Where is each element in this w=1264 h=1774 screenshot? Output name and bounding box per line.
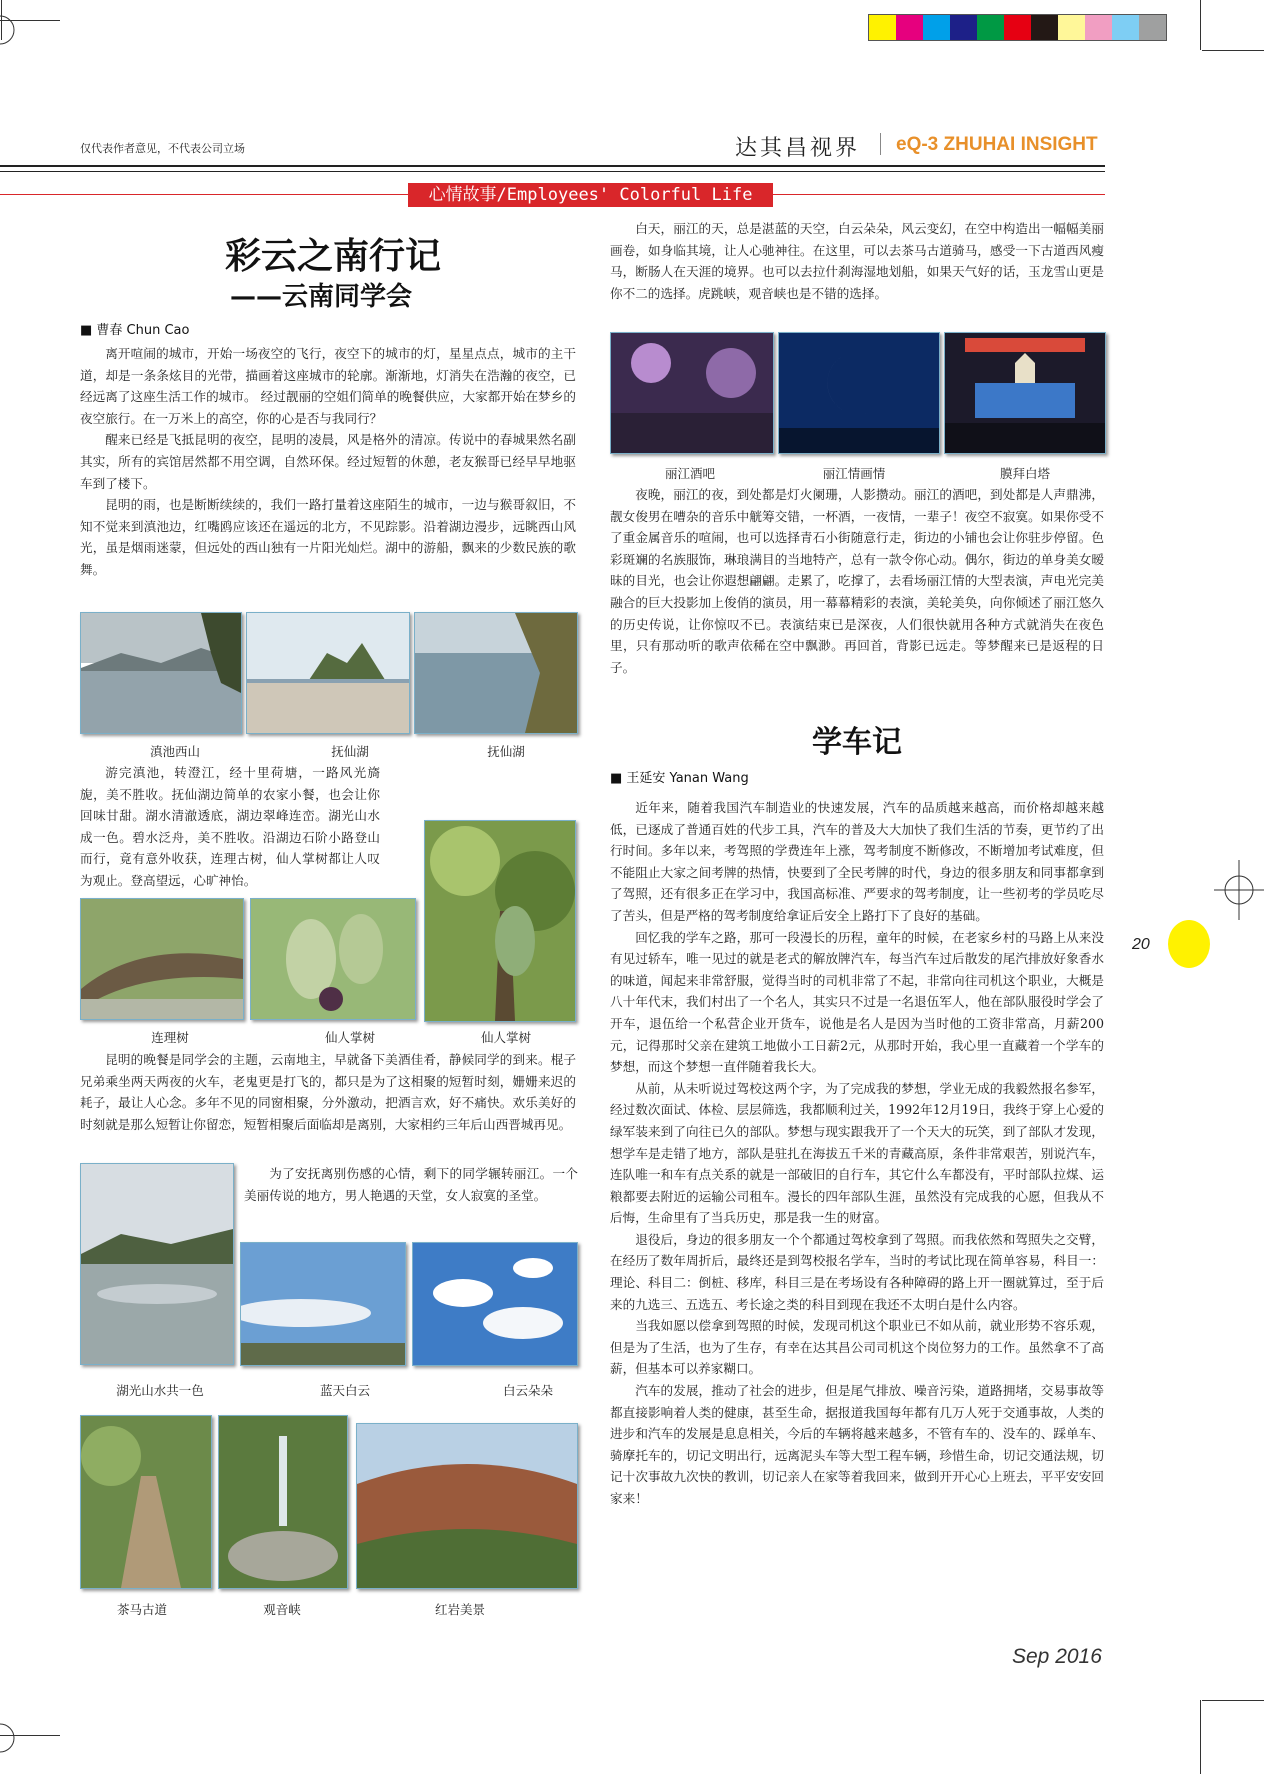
registration-mark (1214, 850, 1264, 930)
article2-body (610, 797, 1104, 1510)
registration-mark (0, 10, 30, 50)
photo-lake-view (80, 1163, 234, 1365)
article2-author: ■ 王延安 Yanan Wang (610, 771, 749, 786)
paragraph: 退役后，身边的很多朋友一个个都通过驾校拿到了驾照。而我依然和驾照失之交臂，在经历了数年周折后，最终还是到驾校报名学车，当时的考试比现在简单容易，科目一：理论、科目二：倒桩、移库，科目三是在考场设有各种障碍的路上开一圈就算过，至于后来的九选三、五选五、考长途之类的科目到现在我还不太明白是什么内容。 (610, 1231, 1104, 1312)
photo-fuxian-lake-1 (246, 612, 410, 734)
caption-lianli: 连理树 (151, 1030, 189, 1045)
color-swatch (977, 15, 1004, 40)
article1-block-1 (80, 343, 576, 581)
paragraph: 昆明的雨，也是断断续续的，我们一路打量着这座陌生的城市，一边与猴哥叙旧，不知不觉来到滇池边，红嘴鸥应该还在遥远的北方，不见踪影。沿着湖边漫步，远眺西山风光，虽是烟雨迷蒙，但远处的西山独有一片阳光灿烂。湖中的游船，飘来的少数民族的歌舞。 (80, 497, 576, 577)
color-swatch (1112, 15, 1139, 40)
color-swatch (1139, 15, 1166, 40)
color-swatch (923, 15, 950, 40)
caption-blue-sky: 蓝天白云 (319, 1383, 370, 1398)
photo-cactus-tall (424, 820, 576, 1022)
page-marker-dot (1168, 920, 1210, 968)
paragraph: 白天，丽江的天，总是湛蓝的天空，白云朵朵，风云变幻，在空中构造出一幅幅美丽画卷，如身临其境，让人心驰神往。在这里，可以去茶马古道骑马，感受一下古道西风瘦马，断肠人在天涯的境界。也可以去拉什刹海湿地划船，如果天气好的话，玉龙雪山更是你不二的选择。虎跳峡，观音峡也是不错的选择。 (610, 221, 1104, 301)
caption-lake-view: 湖光山水共一色 (116, 1383, 204, 1398)
photo-dianchi (80, 612, 242, 734)
paragraph: 夜晚，丽江的夜，到处都是灯火阑珊，人影攒动。丽江的酒吧，到处都是人声鼎沸，靓女俊男在嘈杂的音乐中觥筹交错，一杯酒，一夜情，一辈子！夜空不寂寞。如果你受不了重金属音乐的喧闹，也可以选择青石小街随意行走，街边的小铺也会让你驻步停留。色彩斑斓的名族服饰，琳琅满目的当地特产，总有一款令你心动。偶尔，街边的单身美女暧昧的目光，也会让你遐想翩翩。走累了，吃撑了，去看场丽江情的大型表演，声电光完美融合的巨大投影加上俊俏的演员，用一幕幕精彩的表演，美轮美奂，向你倾述了丽江悠久的历史传说，让你惊叹不已。表演结束已是深夜，人们很快就用各种方式就消失在夜色里，只有那动听的歌声依稀在空中飘渺。再回首，背影已远走。等梦醒来已是返程的日子。 (610, 487, 1104, 675)
caption-red-rock: 红岩美景 (434, 1602, 485, 1617)
caption-fuxian-2: 抚仙湖 (487, 744, 525, 759)
caption-show: 丽江情画情 (822, 466, 886, 481)
paragraph: 离开喧闹的城市，开始一场夜空的飞行，夜空下的城市的灯，星星点点，城市的主干道，却是一条条炫目的光带，描画着这座城市的轮廓。渐渐地，灯消失在浩瀚的夜空，已经远离了这座生活工作的城市。 经过靓丽的空姐们简单的晚餐供应，大家都开始在梦乡的夜空旅行。在一万米上的高空，你的心是否与我同行？ (80, 346, 576, 426)
disclaimer: 仅代表作者意见，不代表公司立场 (80, 142, 245, 155)
brand-name: eQ-3 ZHUHAI INSIGHT (896, 134, 1098, 155)
color-swatch (1058, 15, 1085, 40)
article1-author: ■ 曹春 Chun Cao (80, 323, 190, 338)
section-line-left (0, 194, 408, 195)
crop-mark (1200, 0, 1202, 50)
issue-date: Sep 2016 (1012, 1645, 1102, 1668)
color-calibration-bar (868, 14, 1167, 41)
paragraph: 近年来，随着我国汽车制造业的快速发展，汽车的品质越来越高，而价格却越来越低，已逐成了普通百姓的代步工具，汽车的普及大大加快了我们生活的节奏，更节约了出行时间。多年以来，考驾照的学费连年上涨，驾考制度不断修改，不断增加考试难度，但不能阻止大家之间考牌的热情，快要到了全民考牌的时代，身边的很多朋友和同事都拿到了驾照，还有很多正在学习中，我国高标准、严要求的驾考制度，让一些初考的学员吃尽了苦头，但是严格的驾考制度给拿证后安全上路打下了良好的基础。 (610, 800, 1104, 923)
photo-lijiang-show (778, 332, 940, 454)
color-swatch (1031, 15, 1058, 40)
article1-subtitle: ——云南同学会 (230, 282, 413, 312)
paragraph: 汽车的发展，推动了社会的进步，但是尾气排放、噪音污染，道路拥堵，交易事故等都直接影响着人类的健康，甚至生命，据报道我国每年都有几万人死于交通事故，人类的进步和汽车的发展是息息相关，今后的车辆将越来越多，不管有车的、没车的、踩单车、骑摩托车的，切记文明出行，远离泥头车等大型工程车辆，珍惜生命，切记交通法规，切记十次事故九次快的教训，切记亲人在家等着我回来，做到开开心心上班去，平平安安回家来！ (610, 1383, 1104, 1506)
registration-mark (0, 1720, 30, 1760)
section-line-right (773, 194, 1105, 195)
color-swatch (950, 15, 977, 40)
caption-fuxian-1: 抚仙湖 (331, 744, 369, 759)
photo-white-tower (944, 332, 1106, 454)
header-divider (880, 133, 881, 155)
crop-mark (1202, 50, 1264, 51)
color-swatch (896, 15, 923, 40)
header-rule (0, 165, 1105, 167)
caption-white-clouds: 白云朵朵 (502, 1383, 553, 1398)
article1-title: 彩云之南行记 (225, 235, 442, 277)
paragraph: 醒来已经是飞抵昆明的夜空，昆明的凌晨，风是格外的清凉。传说中的春城果然名副其实，所有的宾馆居然都不用空调，自然环保。经过短暂的休憩，老友猴哥已经早早地驱车到了楼下。 (80, 432, 576, 491)
paragraph: 昆明的晚餐是同学会的主题，云南地主，早就备下美酒佳肴，静候同学的到来。棍子兄弟乘坐两天两夜的火车，老鬼更是打飞的，都只是为了这相聚的短暂时刻，姗姗来迟的耗子，最让人心念。多年不见的同窗相聚，分外激动，把酒言欢，好不痛快。欢乐美好的时刻就是那么短暂让你留恋，短暂相聚后面临却是离别，大家相约三年后山西晋城再见。 (80, 1052, 576, 1132)
photo-red-rock (356, 1423, 578, 1589)
photo-cactus-1 (250, 898, 416, 1020)
section-banner: 心情故事/Employees' Colorful Life (408, 183, 773, 207)
photo-lijiang-bar (610, 332, 774, 454)
paragraph: 当我如愿以偿拿到驾照的时候，发现司机这个职业已不如从前，就业形势不容乐观，但是为了生活，也为了生存，有幸在达其昌公司司机这个岗位努力的工作。虽然拿不了高薪，但基本可以养家糊口。 (610, 1318, 1104, 1377)
article1-block-5 (610, 218, 1104, 304)
paragraph: 从前，从未听说过驾校这两个字，为了完成我的梦想，学业无成的我毅然报名参军，经过数次面试、体检、层层筛选，我都顺利过关，1992年12月19日，我终于穿上心爱的绿军装来到了向往已久的部队。梦想与现实跟我开了一个天大的玩笑，到了部队才发现，想学车是走错了地方，部队是驻扎在海拔五千米的青藏高原，条件非常艰苦，别说汽车，连队唯一和车有点关系的就是一部破旧的自行车，其它什么车都没有，平时部队拉煤、运粮都要去附近的运输公司租车。漫长的四年部队生涯，虽然没有完成我的心愿，但我从不后悔，生命里有了当兵历史，那是我一生的财富。 (610, 1080, 1104, 1226)
crop-mark (1200, 1700, 1202, 1774)
crop-mark (1202, 1700, 1264, 1701)
color-swatch (1085, 15, 1112, 40)
article2-title: 学车记 (812, 725, 902, 760)
photo-white-clouds (412, 1242, 578, 1366)
paragraph: 游完滇池，转澄江，经十里荷塘，一路风光旖旎，美不胜收。抚仙湖边简单的农家小餐，也会让你回味甘甜。湖水清澈透底，湖边翠峰连峦。湖光山水成一色。碧水泛舟，美不胜收。沿湖边石阶小路登山而行，竟有意外收获，连理古树，仙人掌树都让人叹为观止。登高望远，心旷神怡。 (80, 765, 380, 888)
photo-fuxian-lake-2 (414, 612, 578, 734)
color-swatch (869, 15, 896, 40)
paragraph: 回忆我的学车之路，那可一段漫长的历程，童年的时候，在老家乡村的马路上从来没有见过轿车，唯一见过的就是老式的解放牌汽车，每当汽车过后散发的尾汽排放好象香水的味道，闻起来非常舒服，觉得当时的司机非常了不起，非常向往司机这个职业，大概是八十年代末，我们村出了一个名人，其实只不过是一名退伍军人，他在部队服役时学会了开车，退伍给一个私营企业开货车，说他是名人是因为当时他的工资非常高，月薪200元，记得那时父亲在建筑工地做小工日薪2元，从那时开始，我心里一直藏着一个学车的梦想，而这个梦想一直伴随着我长大。 (610, 929, 1104, 1075)
caption-bar: 丽江酒吧 (664, 466, 715, 481)
caption-guanyin: 观音峡 (263, 1602, 301, 1617)
article1-block-3 (80, 1049, 576, 1135)
photo-blue-sky (240, 1242, 406, 1366)
color-swatch (1004, 15, 1031, 40)
magazine-title: 达其昌视界 (735, 136, 861, 161)
photo-lianli-tree (80, 898, 244, 1020)
caption-tower: 膜拜白塔 (999, 466, 1050, 481)
caption-dianchi: 滇池西山 (149, 744, 200, 759)
article1-block-6 (610, 484, 1104, 678)
article1-block-4 (244, 1163, 578, 1206)
caption-tea-horse: 茶马古道 (116, 1602, 167, 1617)
paragraph: 为了安抚离别伤感的心情，剩下的同学辗转丽江。一个美丽传说的地方，男人艳遇的天堂，女人寂寞的圣堂。 (244, 1166, 578, 1203)
photo-tea-horse-road (80, 1415, 212, 1589)
photo-guanyin-gorge (218, 1415, 348, 1589)
page-number: 20 (1132, 936, 1150, 953)
header-rule-thin (0, 171, 1105, 172)
caption-cactus-2: 仙人掌树 (480, 1030, 531, 1045)
caption-cactus-1: 仙人掌树 (324, 1030, 375, 1045)
